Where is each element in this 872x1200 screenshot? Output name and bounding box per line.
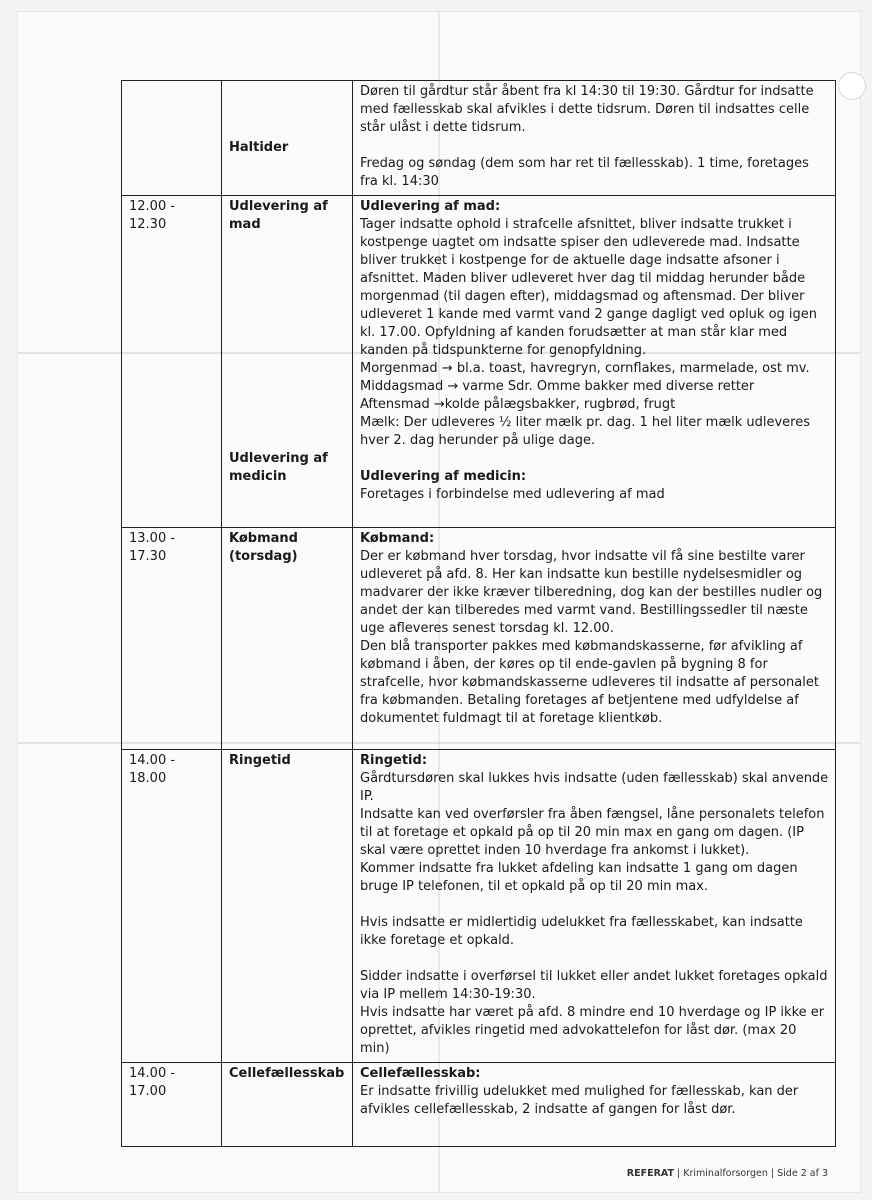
- activity-label: Udlevering af mad: [229, 199, 328, 232]
- section-heading: Udlevering af mad:: [360, 199, 501, 214]
- footer-page-number: Side 2 af 3: [777, 1168, 828, 1179]
- paragraph: Morgenmad → bl.a. toast, havregryn, cornflakes, marmelade, ost mv.: [360, 361, 810, 376]
- paragraph: Fredag og søndag (dem som har ret til fællesskab). 1 time, foretages fra kl. 14:30: [360, 156, 809, 189]
- activity-label: Købmand (torsdag): [229, 531, 298, 564]
- activity-label: Cellefællesskab: [229, 1066, 345, 1081]
- activity-cell: [222, 196, 353, 528]
- paragraph: Middagsmad → varme Sdr. Omme bakker med diverse retter: [360, 379, 755, 394]
- description-cell: [353, 81, 836, 196]
- paragraph: Kommer indsatte fra lukket afdeling kan indsatte 1 gang om dagen bruge IP telefonen, til et opkald på op til 20 min max.: [360, 861, 798, 894]
- paragraph: Sidder indsatte i overførsel til lukket eller andet lukket foretages opkald via IP mellem 14:30-19:30.: [360, 969, 828, 1002]
- time-cell: [122, 81, 222, 196]
- footer-separator: |: [770, 1168, 778, 1179]
- section-heading: Udlevering af medicin:: [360, 469, 527, 484]
- activity-label: Udlevering af medicin: [229, 451, 328, 484]
- activity-label: Ringetid: [229, 753, 291, 768]
- activity-cell: [222, 528, 353, 750]
- activity-label: Haltider: [229, 140, 289, 155]
- paragraph: Der er købmand hver torsdag, hvor indsatte vil få sine bestilte varer udleveret på afd. 8. Her kan indsatte kun bestille nydelsesmidler og madvarer der ikke kræver tilberedning, dog kan der bestilles nudler og andet der kan tilberedes med varmt vand. Bestillingssedler til næste uge afleveres senest torsdag kl. 12.00.: [360, 549, 823, 636]
- paragraph: Aftensmad →kolde pålægsbakker, rugbrød, frugt: [360, 397, 676, 412]
- time-cell: 13.00 - 17.30: [122, 528, 222, 750]
- paragraph: Er indsatte frivillig udelukket med mulighed for fællesskab, kan der afvikles cellefællesskab, 2 indsatte af gangen for låst dør.: [360, 1084, 799, 1117]
- time-cell: 14.00 - 17.00: [122, 1063, 222, 1147]
- description-cell: [353, 528, 836, 750]
- paragraph: Døren til gårdtur står åbent fra kl 14:30 til 19:30. Gårdtur for indsatte med fællesskab skal afvikles i dette tidsrum. Døren til indsattes celle står ulåst i dette tidsrum.: [360, 84, 814, 135]
- activity-cell: [222, 1063, 353, 1147]
- table-row: [122, 81, 836, 196]
- footer-separator: |: [677, 1168, 684, 1179]
- time-cell: 14.00 - 18.00: [122, 750, 222, 1063]
- footer-doc-type: REFERAT: [626, 1168, 674, 1179]
- description-cell: [353, 750, 836, 1063]
- paragraph: Indsatte kan ved overførsler fra åben fængsel, låne personalets telefon til at foretage et opkald på op til 20 min max en gang om dagen. (IP skal være oprettet inden 10 hverdage fra ankomst i lukket).: [360, 807, 825, 858]
- paragraph: Mælk: Der udleveres ½ liter mælk pr. dag. 1 hel liter mælk udleveres hver 2. dag herunder på ulige dage.: [360, 415, 811, 448]
- paragraph: Hvis indsatte er midlertidig udelukket fra fællesskabet, kan indsatte ikke foretage et opkald.: [360, 915, 803, 948]
- description-cell: [353, 196, 836, 528]
- schedule-table: [121, 80, 836, 1147]
- paragraph: Foretages i forbindelse med udlevering af mad: [360, 487, 665, 502]
- activity-cell: [222, 750, 353, 1063]
- table-row: [122, 196, 836, 528]
- paragraph: Gårdtursdøren skal lukkes hvis indsatte (uden fællesskab) skal anvende IP.: [360, 771, 829, 804]
- table-row: [122, 528, 836, 750]
- footer-org: Kriminalforsorgen: [683, 1168, 768, 1179]
- section-heading: Cellefællesskab:: [360, 1066, 481, 1081]
- paragraph: Den blå transporter pakkes med købmandskasserne, før afvikling af købmand i åben, der køres op til ende-gavlen på bygning 8 for strafcelle, hvor købmandskasserne udleveres til indsatte af personalet fra købmanden. Betaling foretages af betjentene med udfyldelse af dokumentet fuldmagt til at foretage klientkøb.: [360, 639, 819, 726]
- paragraph: Tager indsatte ophold i strafcelle afsnittet, bliver indsatte trukket i kostpenge uagtet om indsatte spiser den udleverede mad. Indsatte bliver trukket i kostpenge for de aktuelle dage indsatte afsoner i afsnittet. Maden bliver udleveret hver dag til middag herunder både morgenmad (til dagen efter), middagsmad og aftensmad. Der bliver udleveret 1 kande med varmt vand 2 gange dagligt ved opluk og igen kl. 17.00. Opfyldning af kanden forudsætter at man står klar med kanden på tidspunkterne for genopfyldning.: [360, 217, 818, 358]
- punch-hole: [838, 72, 866, 100]
- time-cell: 12.00 - 12.30: [122, 196, 222, 528]
- paragraph: Hvis indsatte har været på afd. 8 mindre end 10 hverdage og IP ikke er oprettet, afvikles ringetid med advokattelefon for låst dør. (max 20 min): [360, 1005, 825, 1056]
- page-footer: [627, 1168, 828, 1179]
- section-heading: Ringetid:: [360, 753, 428, 768]
- section-heading: Købmand:: [360, 531, 435, 546]
- table-row: [122, 750, 836, 1063]
- table-row: [122, 1063, 836, 1147]
- activity-cell: [222, 81, 353, 196]
- description-cell: [353, 1063, 836, 1147]
